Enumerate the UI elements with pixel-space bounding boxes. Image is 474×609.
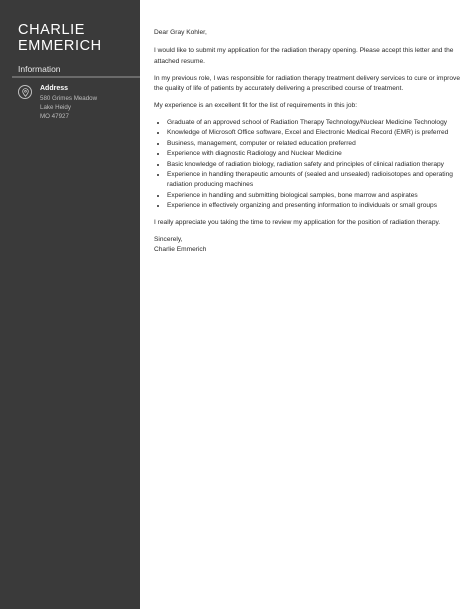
- name-first: CHARLIE: [18, 22, 86, 38]
- address-line-city: Lake Heidy: [40, 104, 71, 111]
- list-item: • Business, management, computer or related education preferred: [167, 139, 460, 149]
- cover-letter-body: [154, 28, 460, 262]
- list-item: • Experience in handling and submitting biological samples, bone marrow and aspirates: [167, 191, 460, 201]
- section-divider: [12, 76, 140, 78]
- list-item: • Knowledge of Microsoft Office software, Excel and Electronic Medical Record (EMR) is preferred: [167, 128, 460, 138]
- signoff: Sincerely,: [154, 236, 183, 243]
- requirements-list: [167, 118, 460, 212]
- address-line-street: 580 Grimes Meadow: [40, 95, 98, 102]
- location-pin-icon: [18, 85, 32, 99]
- list-item: • Experience in handling therapeutic amounts of (sealed and unsealed) radioisotopes and operating radiation producing machines: [167, 170, 460, 191]
- list-item: • Experience in effectively organizing and presenting information to individuals or small groups: [167, 201, 460, 211]
- signature-name: Charlie Emmerich: [154, 246, 207, 254]
- list-item: • Experience with diagnostic Radiology and Nuclear Medicine: [167, 149, 460, 159]
- list-item: • Graduate of an approved school of Radiation Therapy Technology/Nuclear Medicine Technology: [167, 118, 460, 128]
- candidate-name: [18, 22, 136, 54]
- salutation: Dear Gray Kohler,: [154, 29, 207, 36]
- signoff-block: [154, 235, 460, 256]
- address-label: Address: [40, 85, 69, 92]
- intro-paragraph: I would like to submit my application for the radiation therapy opening. Please accept this letter and the attached resume.: [154, 47, 454, 65]
- name-last: EMMERICH: [18, 38, 102, 54]
- address-line-state-zip: MO 47927: [40, 113, 69, 120]
- requirements-intro: My experience is an excellent fit for the list of requirements in this job:: [154, 102, 358, 110]
- section-title-information: Information: [18, 64, 61, 74]
- experience-paragraph: In my previous role, I was responsible for radiation therapy treatment delivery services to cure or improve the quality of life of patients by accurately delivering a prescribed course of treatment.: [154, 74, 461, 93]
- closing-paragraph: I really appreciate you taking the time to review my application for the position of radiation therapy.: [154, 219, 441, 227]
- list-item: • Basic knowledge of radiation biology, radiation safety and principles of clinical radiation therapy: [167, 160, 460, 170]
- sidebar: [0, 0, 140, 609]
